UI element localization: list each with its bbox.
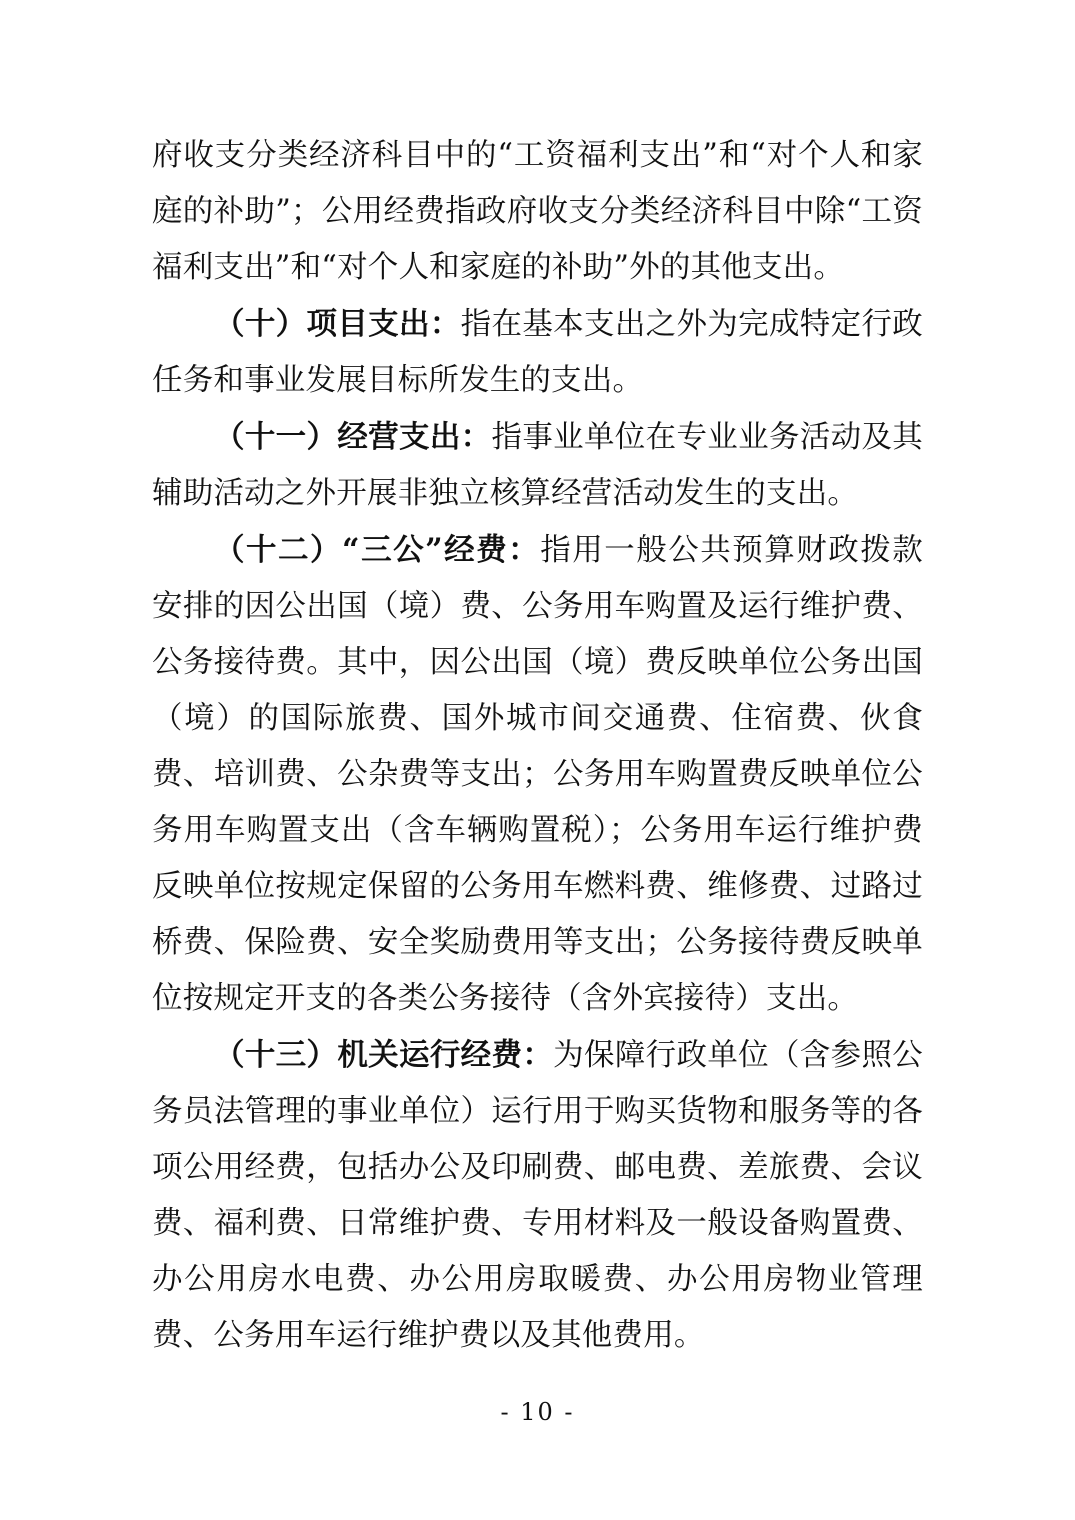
paragraph-item-12 [152, 522, 923, 1027]
paragraph-text: 指事业单位在专业业务活动及其辅助活动之外开展非独立核算经营活动发生的支出。 [152, 420, 923, 511]
paragraph-text: 指用一般公共预算财政拨款安排的因公出国（境）费、公务用车购置及运行维护费、公务接待费。其中，因公出国（境）费反映单位公务出国（境）的国际旅费、国外城市间交通费、住宿费、伙食费、培训费、公杂费等支出；公务用车购置费反映单位公务用车购置支出（含车辆购置税）；公务用车运行维护费反映单位按规定保留的公务用车燃料费、维修费、过路过桥费、保险费、安全奖励费用等支出；公务接待费反映单位按规定开支的各类公务接待（含外宾接待）支出。 [152, 533, 923, 1016]
paragraph-item-11 [152, 409, 923, 522]
paragraph-text: 指在基本支出之外为完成特定行政任务和事业发展目标所发生的支出。 [152, 307, 923, 398]
paragraph-continuation [152, 128, 923, 296]
paragraph-label: （十三）机关运行经费： [214, 1037, 554, 1073]
document-body [152, 128, 923, 1364]
paragraph-text: 府收支分类经济科目中的“工资福利支出”和“对个人和家庭的补助”；公用经费指政府收支分类经济科目中除“工资福利支出”和“对个人和家庭的补助”外的其他支出。 [152, 138, 923, 285]
paragraph-label: （十一）经营支出： [214, 419, 492, 455]
paragraph-label: （十）项目支出： [214, 306, 461, 342]
paragraph-item-13 [152, 1027, 923, 1364]
paragraph-label: （十二）“三公”经费： [214, 532, 541, 568]
page-number-footer: - 10 - [500, 1398, 575, 1426]
paragraph-item-10 [152, 296, 923, 409]
paragraph-text: 为保障行政单位（含参照公务员法管理的事业单位）运行用于购买货物和服务等的各项公用经费，包括办公及印刷费、邮电费、差旅费、会议费、福利费、日常维护费、专用材料及一般设备购置费、办公用房水电费、办公用房取暖费、办公用房物业管理费、公务用车运行维护费以及其他费用。 [152, 1038, 924, 1353]
